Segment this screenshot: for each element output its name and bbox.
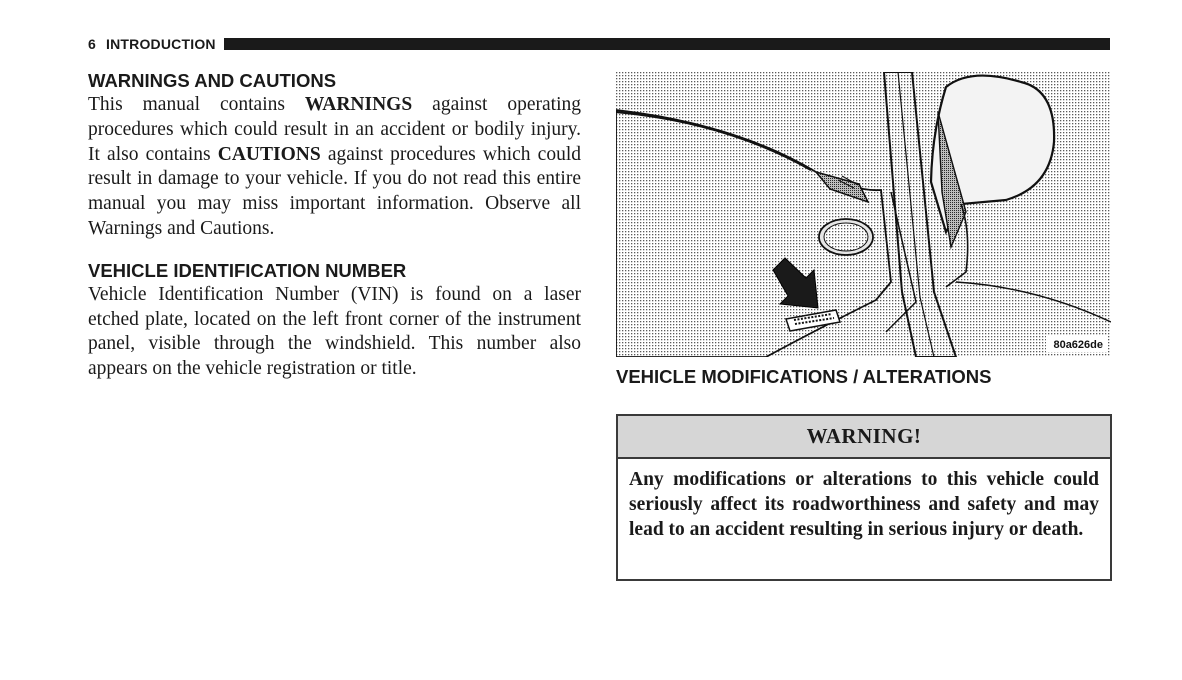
warning-box xyxy=(616,414,1112,581)
section-title: INTRODUCTION xyxy=(106,36,216,52)
warning-text: Any modifications or alterations to this vehicle could seriously affect its roadworthiness and safety and may lead to an accident resulting in serious injury or death. xyxy=(629,469,1099,540)
warnings-text-a: This manual contains xyxy=(88,94,305,115)
warning-title: WARNING! xyxy=(618,416,1110,459)
warnings-text-c: against procedures which could result in damage to your vehicle. If you do not read this entire manual you may miss important information. Observe all Warnings and Cautions. xyxy=(88,143,581,239)
modifications-heading: VEHICLE MODIFICATIONS / ALTERATIONS xyxy=(616,366,992,387)
page-number: 6 xyxy=(88,36,96,52)
modifications-section xyxy=(616,366,1110,388)
left-column xyxy=(88,70,581,382)
vin-paragraph: Vehicle Identification Number (VIN) is found on a laser etched plate, located on the left front corner of the instrument panel, visible through the windshield. This number also appears on the vehicle registration or title. xyxy=(88,283,581,380)
warnings-paragraph xyxy=(88,93,581,242)
warnings-emphasis: WARNINGS xyxy=(304,94,413,115)
header-rule xyxy=(224,38,1110,50)
cautions-emphasis: CAUTIONS xyxy=(217,143,321,165)
figure-code: 80a626de xyxy=(1053,339,1103,351)
warnings-heading: WARNINGS AND CAUTIONS xyxy=(88,70,337,91)
vin-heading: VEHICLE IDENTIFICATION NUMBER xyxy=(88,259,407,281)
page-header xyxy=(88,35,1110,53)
vin-location-figure xyxy=(616,72,1111,357)
warnings-text-b: against operating procedures which could result in an accident or bodily injury. It also contains xyxy=(88,94,581,165)
